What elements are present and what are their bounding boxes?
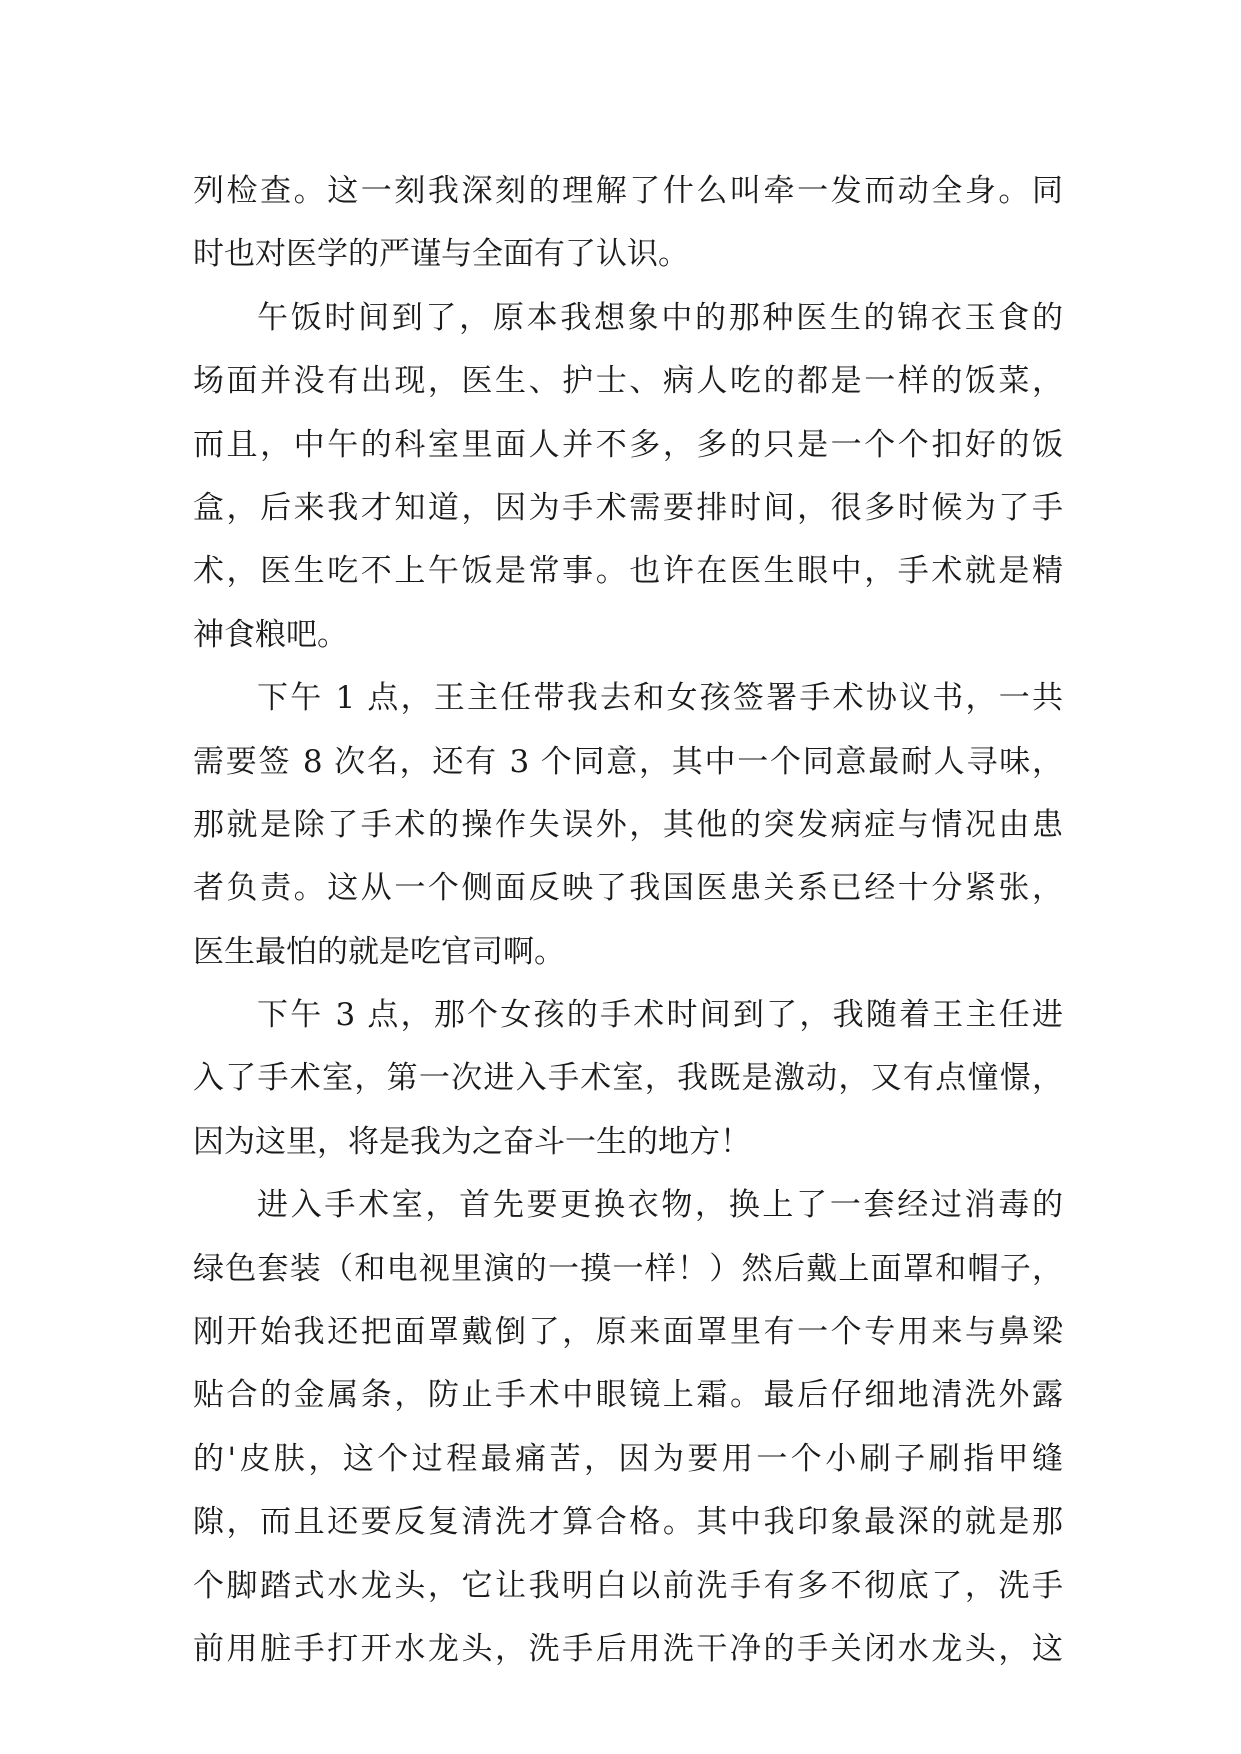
text-line: 列检查。这一刻我深刻的理解了什么叫牵一发而动全身。同 (193, 173, 1063, 209)
text-line: 因为这里，将是我为之奋斗一生的地方！ (193, 1123, 751, 1160)
text-line: 场面并没有出现，医生、护士、病人吃的都是一样的饭菜， (193, 363, 1063, 400)
text-line: 术，医生吃不上午饭是常事。也许在医生眼中，手术就是精 (193, 553, 1063, 590)
text-line: 前用脏手打开水龙头，洗手后用洗干净的手关闭水龙头，这 (193, 1630, 1063, 1667)
text-line: 时也对医学的严谨与全面有了认识。 (193, 236, 689, 273)
text-line: 下午 3 点，那个女孩的手术时间到了，我随着王主任进 (257, 997, 1063, 1034)
text-line: 贴合的金属条，防止手术中眼镜上霜。最后仔细地清洗外露 (193, 1377, 1063, 1414)
text-line: 而且，中午的科室里面人并不多，多的只是一个个扣好的饭 (193, 426, 1063, 463)
text-line: 绿色套装（和电视里演的一摸一样！）然后戴上面罩和帽子， (193, 1250, 1063, 1287)
text-line: 进入手术室，首先要更换衣物，换上了一套经过消毒的 (257, 1187, 1063, 1224)
text-line: 医生最怕的就是吃官司啊。 (193, 933, 565, 970)
text-line: 刚开始我还把面罩戴倒了，原来面罩里有一个专用来与鼻梁 (193, 1314, 1063, 1351)
text-line: 午饭时间到了，原本我想象中的那种医生的锦衣玉食的 (257, 299, 1063, 336)
text-line: 隙，而且还要反复清洗才算合格。其中我印象最深的就是那 (193, 1504, 1063, 1541)
text-line: 神食粮吧。 (193, 616, 348, 653)
text-line: 个脚踏式水龙头，它让我明白以前洗手有多不彻底了，洗手 (193, 1567, 1063, 1604)
text-line: 盒，后来我才知道，因为手术需要排时间，很多时候为了手 (193, 489, 1063, 526)
text-line: 那就是除了手术的操作失误外，其他的突发病症与情况由患 (193, 806, 1063, 843)
text-line: 需要签 8 次名，还有 3 个同意，其中一个同意最耐人寻味， (193, 743, 1063, 780)
text-line: 者负责。这从一个侧面反映了我国医患关系已经十分紧张， (193, 870, 1063, 907)
body-text (193, 160, 1063, 1681)
text-line: 下午 1 点，王主任带我去和女孩签署手术协议书，一共 (257, 680, 1063, 717)
text-line: 的'皮肤，这个过程最痛苦，因为要用一个小刷子刷指甲缝 (193, 1440, 1063, 1477)
text-line: 入了手术室，第一次进入手术室，我既是激动，又有点憧憬， (193, 1060, 1063, 1097)
